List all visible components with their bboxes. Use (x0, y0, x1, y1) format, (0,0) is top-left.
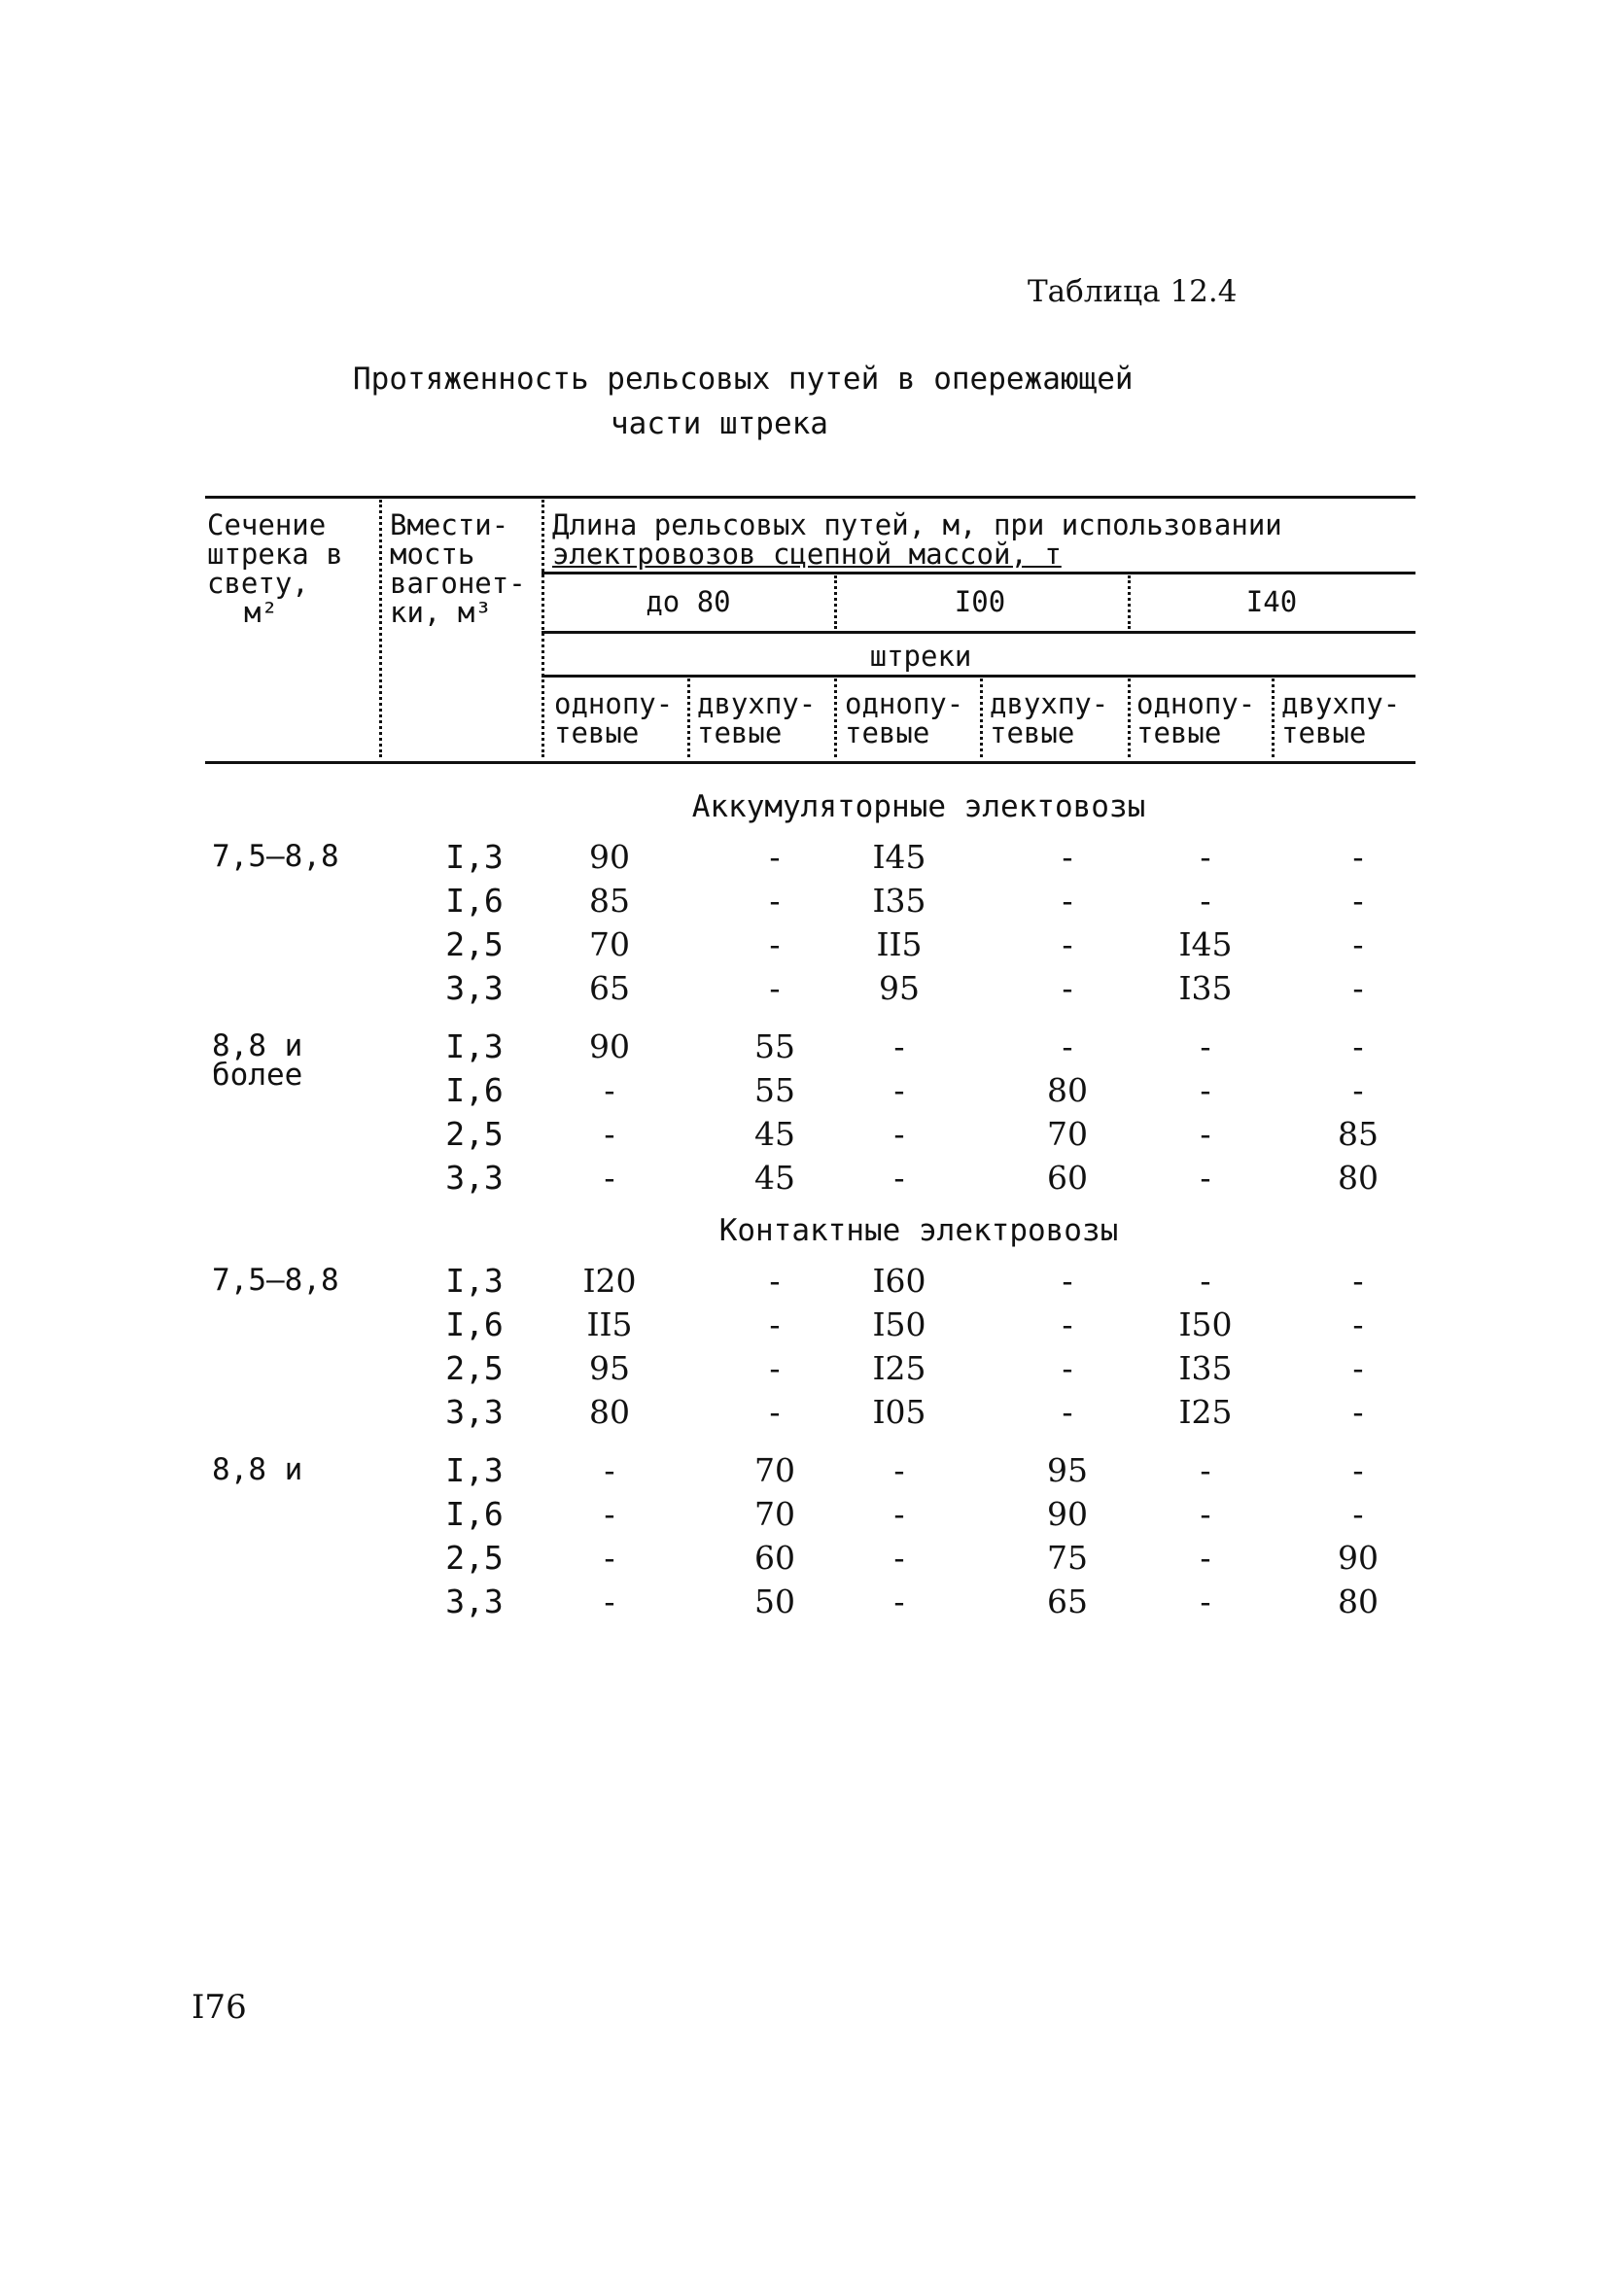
capacity-cell: 3,3 (445, 1393, 504, 1431)
header-shtreki: штреки (869, 640, 972, 673)
length-cell: - (1352, 838, 1364, 876)
sub-header-double-100: двухпу- тевые (990, 687, 1109, 749)
length-cell: - (1200, 1115, 1211, 1153)
length-cell: I25 (1178, 1393, 1233, 1431)
mass-group-to-80: до 80 (646, 585, 731, 618)
length-cell: 50 (754, 1583, 795, 1620)
length-cell: - (769, 882, 781, 920)
length-cell: - (893, 1071, 905, 1109)
length-cell: - (769, 1305, 781, 1343)
length-cell: 45 (754, 1115, 795, 1153)
length-cell: - (1352, 1027, 1364, 1065)
length-cell: I35 (872, 882, 926, 920)
length-cell: 95 (589, 1349, 630, 1387)
length-cell: I05 (872, 1393, 926, 1431)
sub-divider-5 (1272, 678, 1276, 757)
length-cell: - (1062, 1349, 1073, 1387)
length-cell: 90 (589, 1027, 630, 1065)
capacity-cell: I,3 (445, 1451, 504, 1489)
length-cell: I50 (872, 1305, 926, 1343)
length-cell: - (1352, 925, 1364, 963)
capacity-cell: I,6 (445, 882, 504, 920)
section-title: Контактные электровозы (718, 1213, 1119, 1248)
page-number: I76 (192, 1988, 247, 2027)
length-cell: - (604, 1495, 615, 1533)
header-bottom-rule (205, 761, 1415, 764)
capacity-cell: 2,5 (445, 925, 504, 963)
length-cell: - (769, 969, 781, 1007)
header-capacity: Вмести- мость вагонет- ки, м³ (390, 508, 526, 629)
capacity-cell: 3,3 (445, 1583, 504, 1620)
length-cell: - (1200, 1071, 1211, 1109)
table-title-line-2: части штрека (611, 406, 828, 441)
capacity-cell: I,3 (445, 1027, 504, 1065)
length-cell: II5 (586, 1305, 633, 1343)
length-cell: 80 (1338, 1583, 1379, 1620)
length-cell: - (1062, 1305, 1073, 1343)
rule-under-length-header (541, 572, 1415, 574)
table-title-line-1: Протяженность рельсовых путей в опережающей (353, 362, 1134, 397)
length-cell: - (1352, 1305, 1364, 1343)
length-cell: - (1352, 1451, 1364, 1489)
length-cell: - (1200, 882, 1211, 920)
length-cell: 45 (754, 1159, 795, 1197)
capacity-cell: I,3 (445, 1262, 504, 1300)
rule-under-shtreki (541, 675, 1415, 678)
capacity-cell: I,3 (445, 838, 504, 876)
capacity-cell: 3,3 (445, 969, 504, 1007)
group-section-label: 8,8 и более (212, 1028, 303, 1093)
length-cell: - (893, 1027, 905, 1065)
length-cell: - (1062, 969, 1073, 1007)
length-cell: - (1352, 1262, 1364, 1300)
capacity-cell: I,6 (445, 1495, 504, 1533)
col-divider-1 (379, 500, 384, 757)
length-cell: 70 (754, 1495, 795, 1533)
length-cell: - (1062, 1027, 1073, 1065)
sub-header-single-100: однопу- тевые (845, 687, 964, 749)
length-cell: - (604, 1159, 615, 1197)
table-caption: Таблица 12.4 (1028, 274, 1238, 309)
length-cell: 95 (879, 969, 920, 1007)
length-cell: 65 (589, 969, 630, 1007)
capacity-cell: 2,5 (445, 1115, 504, 1153)
length-cell: 60 (754, 1539, 795, 1577)
length-cell: - (604, 1539, 615, 1577)
length-cell: - (604, 1115, 615, 1153)
length-cell: - (1352, 882, 1364, 920)
length-cell: 55 (754, 1027, 795, 1065)
length-cell: - (769, 1262, 781, 1300)
length-cell: - (893, 1115, 905, 1153)
sub-header-double-80: двухпу- тевые (697, 687, 817, 749)
mass-divider-1 (834, 575, 839, 629)
capacity-cell: I,6 (445, 1305, 504, 1343)
length-cell: I45 (872, 838, 926, 876)
length-cell: I45 (1178, 925, 1233, 963)
col-divider-2 (541, 500, 546, 757)
group-section-label: 7,5–8,8 (212, 1263, 339, 1298)
length-cell: - (893, 1451, 905, 1489)
length-cell: 70 (1047, 1115, 1088, 1153)
sub-header-double-140: двухпу- тевые (1281, 687, 1401, 749)
length-cell: 75 (1047, 1539, 1088, 1577)
length-cell: - (604, 1071, 615, 1109)
length-cell: I60 (872, 1262, 926, 1300)
length-cell: 65 (1047, 1583, 1088, 1620)
length-cell: - (893, 1539, 905, 1577)
length-cell: - (604, 1451, 615, 1489)
length-cell: 90 (589, 838, 630, 876)
header-length-line-1: Длина рельсовых путей, м, при использовании (552, 508, 1282, 541)
length-cell: I25 (872, 1349, 926, 1387)
length-cell: - (1352, 1349, 1364, 1387)
mass-divider-2 (1128, 575, 1133, 629)
capacity-cell: 2,5 (445, 1539, 504, 1577)
length-cell: - (1200, 838, 1211, 876)
length-cell: - (1062, 1262, 1073, 1300)
length-cell: 70 (754, 1451, 795, 1489)
length-cell: 90 (1047, 1495, 1088, 1533)
length-cell: - (1200, 1539, 1211, 1577)
length-cell: - (1200, 1027, 1211, 1065)
length-cell: - (1200, 1451, 1211, 1489)
sub-divider-1 (687, 678, 692, 757)
length-cell: 80 (589, 1393, 630, 1431)
length-cell: - (1062, 925, 1073, 963)
header-top-rule (205, 496, 1415, 499)
length-cell: 70 (589, 925, 630, 963)
length-cell: I35 (1178, 1349, 1233, 1387)
header-section: Сечение штрека в свету, м² (207, 508, 343, 629)
capacity-cell: 3,3 (445, 1159, 504, 1197)
length-cell: 55 (754, 1071, 795, 1109)
sub-header-single-80: однопу- тевые (554, 687, 674, 749)
length-cell: 85 (589, 882, 630, 920)
sub-divider-2 (834, 678, 839, 757)
length-cell: II5 (876, 925, 923, 963)
length-cell: - (1200, 1262, 1211, 1300)
length-cell: 85 (1338, 1115, 1379, 1153)
length-cell: - (769, 1349, 781, 1387)
length-cell: - (604, 1583, 615, 1620)
section-title: Аккумуляторные электовозы (691, 789, 1146, 824)
mass-group-100: I00 (954, 585, 1006, 618)
length-cell: - (769, 1393, 781, 1431)
sub-header-single-140: однопу- тевые (1136, 687, 1256, 749)
group-section-label: 8,8 и (212, 1452, 303, 1487)
group-section-label: 7,5–8,8 (212, 839, 339, 874)
length-cell: I50 (1178, 1305, 1233, 1343)
capacity-cell: 2,5 (445, 1349, 504, 1387)
rule-under-mass-groups (541, 631, 1415, 634)
length-cell: 90 (1338, 1539, 1379, 1577)
length-cell: - (1062, 882, 1073, 920)
length-cell: 60 (1047, 1159, 1088, 1197)
length-cell: - (769, 838, 781, 876)
length-cell: - (1062, 838, 1073, 876)
length-cell: - (1352, 1495, 1364, 1533)
length-cell: 95 (1047, 1451, 1088, 1489)
length-cell: - (893, 1583, 905, 1620)
header-length-line-2: электровозов сцепной массой, т (552, 538, 1062, 571)
length-cell: 80 (1047, 1071, 1088, 1109)
length-cell: - (1062, 1393, 1073, 1431)
length-cell: - (1352, 1393, 1364, 1431)
length-cell: I20 (582, 1262, 637, 1300)
length-cell: I35 (1178, 969, 1233, 1007)
length-cell: - (893, 1495, 905, 1533)
length-cell: - (1200, 1495, 1211, 1533)
sub-divider-3 (980, 678, 985, 757)
length-cell: - (1200, 1583, 1211, 1620)
sub-divider-4 (1128, 678, 1133, 757)
length-cell: - (769, 925, 781, 963)
length-cell: 80 (1338, 1159, 1379, 1197)
capacity-cell: I,6 (445, 1071, 504, 1109)
length-cell: - (893, 1159, 905, 1197)
length-cell: - (1352, 1071, 1364, 1109)
mass-group-140: I40 (1245, 585, 1298, 618)
length-cell: - (1352, 969, 1364, 1007)
length-cell: - (1200, 1159, 1211, 1197)
